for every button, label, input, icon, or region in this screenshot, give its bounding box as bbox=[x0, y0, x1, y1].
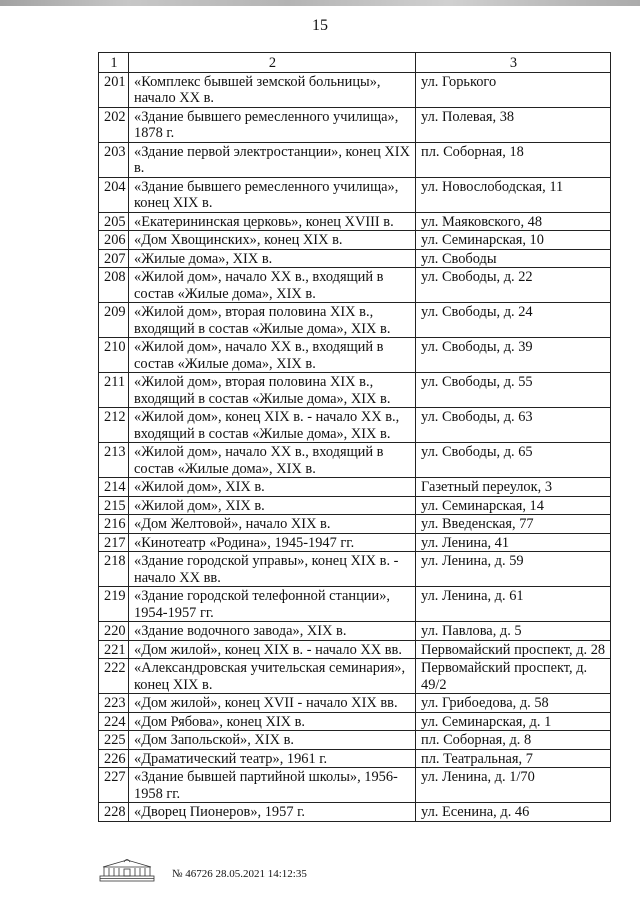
object-name: «Жилые дома», XIX в. bbox=[129, 249, 416, 268]
document-id: № 46726 28.05.2021 14:12:35 bbox=[172, 868, 307, 880]
row-number: 216 bbox=[99, 515, 129, 534]
object-name: «Здание бывшего ремесленного училища», конец XIX в. bbox=[129, 177, 416, 212]
object-name: «Дом Рябова», конец XIX в. bbox=[129, 712, 416, 731]
row-number: 227 bbox=[99, 768, 129, 803]
row-number: 214 bbox=[99, 478, 129, 497]
table-row bbox=[99, 768, 611, 803]
table-row bbox=[99, 731, 611, 750]
object-name: «Здание бывшего ремесленного училища», 1878 г. bbox=[129, 107, 416, 142]
row-number: 223 bbox=[99, 694, 129, 713]
row-number: 208 bbox=[99, 268, 129, 303]
scan-top-edge bbox=[0, 0, 640, 6]
row-number: 206 bbox=[99, 231, 129, 250]
object-name: «Жилой дом», XIX в. bbox=[129, 496, 416, 515]
table-row bbox=[99, 249, 611, 268]
row-number: 207 bbox=[99, 249, 129, 268]
object-name: «Кинотеатр «Родина», 1945-1947 гг. bbox=[129, 533, 416, 552]
object-name: «Жилой дом», вторая половина XIX в., входящий в состав «Жилые дома», XIX в. bbox=[129, 303, 416, 338]
object-address: ул. Семинарская, д. 1 bbox=[416, 712, 611, 731]
document-footer bbox=[98, 856, 518, 886]
row-number: 201 bbox=[99, 72, 129, 107]
object-address: ул. Свободы, д. 55 bbox=[416, 373, 611, 408]
row-number: 210 bbox=[99, 338, 129, 373]
object-name: «Екатерининская церковь», конец XVIII в. bbox=[129, 212, 416, 231]
table-row bbox=[99, 231, 611, 250]
object-name: «Дом Желтовой», начало XIX в. bbox=[129, 515, 416, 534]
object-address: ул. Свободы, д. 63 bbox=[416, 408, 611, 443]
row-number: 225 bbox=[99, 731, 129, 750]
row-number: 215 bbox=[99, 496, 129, 515]
row-number: 228 bbox=[99, 803, 129, 822]
object-name: «Здание водочного завода», XIX в. bbox=[129, 622, 416, 641]
table-row bbox=[99, 478, 611, 497]
object-name: «Дом жилой», конец XVII - начало XIX вв. bbox=[129, 694, 416, 713]
object-name: «Здание бывшей партийной школы», 1956-1958 гг. bbox=[129, 768, 416, 803]
row-number: 226 bbox=[99, 749, 129, 768]
object-address: Газетный переулок, 3 bbox=[416, 478, 611, 497]
heritage-registry-table bbox=[98, 52, 611, 822]
object-address: Первомайский проспект, д. 28 bbox=[416, 640, 611, 659]
row-number: 220 bbox=[99, 622, 129, 641]
row-number: 203 bbox=[99, 142, 129, 177]
object-address: ул. Ленина, д. 1/70 bbox=[416, 768, 611, 803]
table-row bbox=[99, 212, 611, 231]
table-row bbox=[99, 587, 611, 622]
object-address: ул. Свободы, д. 24 bbox=[416, 303, 611, 338]
object-address: ул. Свободы bbox=[416, 249, 611, 268]
page-number: 15 bbox=[312, 17, 328, 34]
table-row bbox=[99, 694, 611, 713]
table-row bbox=[99, 552, 611, 587]
object-address: Первомайский проспект, д. 49/2 bbox=[416, 659, 611, 694]
object-name: «Жилой дом», начало XX в., входящий в состав «Жилые дома», XIX в. bbox=[129, 338, 416, 373]
table-row bbox=[99, 533, 611, 552]
table-row bbox=[99, 338, 611, 373]
row-number: 205 bbox=[99, 212, 129, 231]
object-name: «Здание городской управы», конец XIX в. - начало XX вв. bbox=[129, 552, 416, 587]
table-row bbox=[99, 443, 611, 478]
table-row bbox=[99, 749, 611, 768]
object-address: ул. Свободы, д. 22 bbox=[416, 268, 611, 303]
column-header-name: 2 bbox=[129, 53, 416, 73]
table-row bbox=[99, 640, 611, 659]
government-building-stamp-icon bbox=[98, 856, 156, 884]
object-address: ул. Свободы, д. 39 bbox=[416, 338, 611, 373]
object-name: «Драматический театр», 1961 г. bbox=[129, 749, 416, 768]
object-address: ул. Маяковского, 48 bbox=[416, 212, 611, 231]
object-name: «Жилой дом», начало XX в., входящий в состав «Жилые дома», XIX в. bbox=[129, 443, 416, 478]
table-row bbox=[99, 622, 611, 641]
row-number: 204 bbox=[99, 177, 129, 212]
row-number: 218 bbox=[99, 552, 129, 587]
object-address: пл. Соборная, 18 bbox=[416, 142, 611, 177]
object-address: пл. Соборная, д. 8 bbox=[416, 731, 611, 750]
row-number: 219 bbox=[99, 587, 129, 622]
table-row bbox=[99, 408, 611, 443]
object-address: ул. Полевая, 38 bbox=[416, 107, 611, 142]
object-address: ул. Ленина, д. 59 bbox=[416, 552, 611, 587]
row-number: 217 bbox=[99, 533, 129, 552]
row-number: 213 bbox=[99, 443, 129, 478]
object-address: ул. Введенская, 77 bbox=[416, 515, 611, 534]
object-name: «Дом Хвощинских», конец XIX в. bbox=[129, 231, 416, 250]
table-row bbox=[99, 177, 611, 212]
object-address: ул. Семинарская, 10 bbox=[416, 231, 611, 250]
object-address: ул. Павлова, д. 5 bbox=[416, 622, 611, 641]
object-address: ул. Грибоедова, д. 58 bbox=[416, 694, 611, 713]
object-name: «Дом Запольской», XIX в. bbox=[129, 731, 416, 750]
object-address: пл. Театральная, 7 bbox=[416, 749, 611, 768]
table-row bbox=[99, 72, 611, 107]
table-header-row bbox=[99, 53, 611, 73]
object-address: ул. Ленина, д. 61 bbox=[416, 587, 611, 622]
row-number: 202 bbox=[99, 107, 129, 142]
object-address: ул. Свободы, д. 65 bbox=[416, 443, 611, 478]
column-header-address: 3 bbox=[416, 53, 611, 73]
row-number: 224 bbox=[99, 712, 129, 731]
object-address: ул. Новослободская, 11 bbox=[416, 177, 611, 212]
object-address: ул. Есенина, д. 46 bbox=[416, 803, 611, 822]
object-name: «Жилой дом», вторая половина XIX в., входящий в состав «Жилые дома», XIX в. bbox=[129, 373, 416, 408]
table-row bbox=[99, 803, 611, 822]
row-number: 221 bbox=[99, 640, 129, 659]
table-row bbox=[99, 303, 611, 338]
object-name: «Здание городской телефонной станции», 1954-1957 гг. bbox=[129, 587, 416, 622]
table-row bbox=[99, 373, 611, 408]
row-number: 211 bbox=[99, 373, 129, 408]
table-row bbox=[99, 515, 611, 534]
table-row bbox=[99, 712, 611, 731]
row-number: 222 bbox=[99, 659, 129, 694]
object-name: «Дом жилой», конец XIX в. - начало XX вв. bbox=[129, 640, 416, 659]
table-row bbox=[99, 107, 611, 142]
object-name: «Жилой дом», конец XIX в. - начало XX в., входящий в состав «Жилые дома», XIX в. bbox=[129, 408, 416, 443]
object-name: «Александровская учительская семинария», конец XIX в. bbox=[129, 659, 416, 694]
object-name: «Жилой дом», XIX в. bbox=[129, 478, 416, 497]
table-row bbox=[99, 659, 611, 694]
object-name: «Дворец Пионеров», 1957 г. bbox=[129, 803, 416, 822]
object-address: ул. Семинарская, 14 bbox=[416, 496, 611, 515]
object-address: ул. Ленина, 41 bbox=[416, 533, 611, 552]
object-name: «Жилой дом», начало XX в., входящий в состав «Жилые дома», XIX в. bbox=[129, 268, 416, 303]
table-row bbox=[99, 496, 611, 515]
column-header-number: 1 bbox=[99, 53, 129, 73]
row-number: 212 bbox=[99, 408, 129, 443]
row-number: 209 bbox=[99, 303, 129, 338]
table-row bbox=[99, 268, 611, 303]
object-name: «Комплекс бывшей земской больницы», начало XX в. bbox=[129, 72, 416, 107]
object-name: «Здание первой электростанции», конец XIX в. bbox=[129, 142, 416, 177]
table-row bbox=[99, 142, 611, 177]
object-address: ул. Горького bbox=[416, 72, 611, 107]
